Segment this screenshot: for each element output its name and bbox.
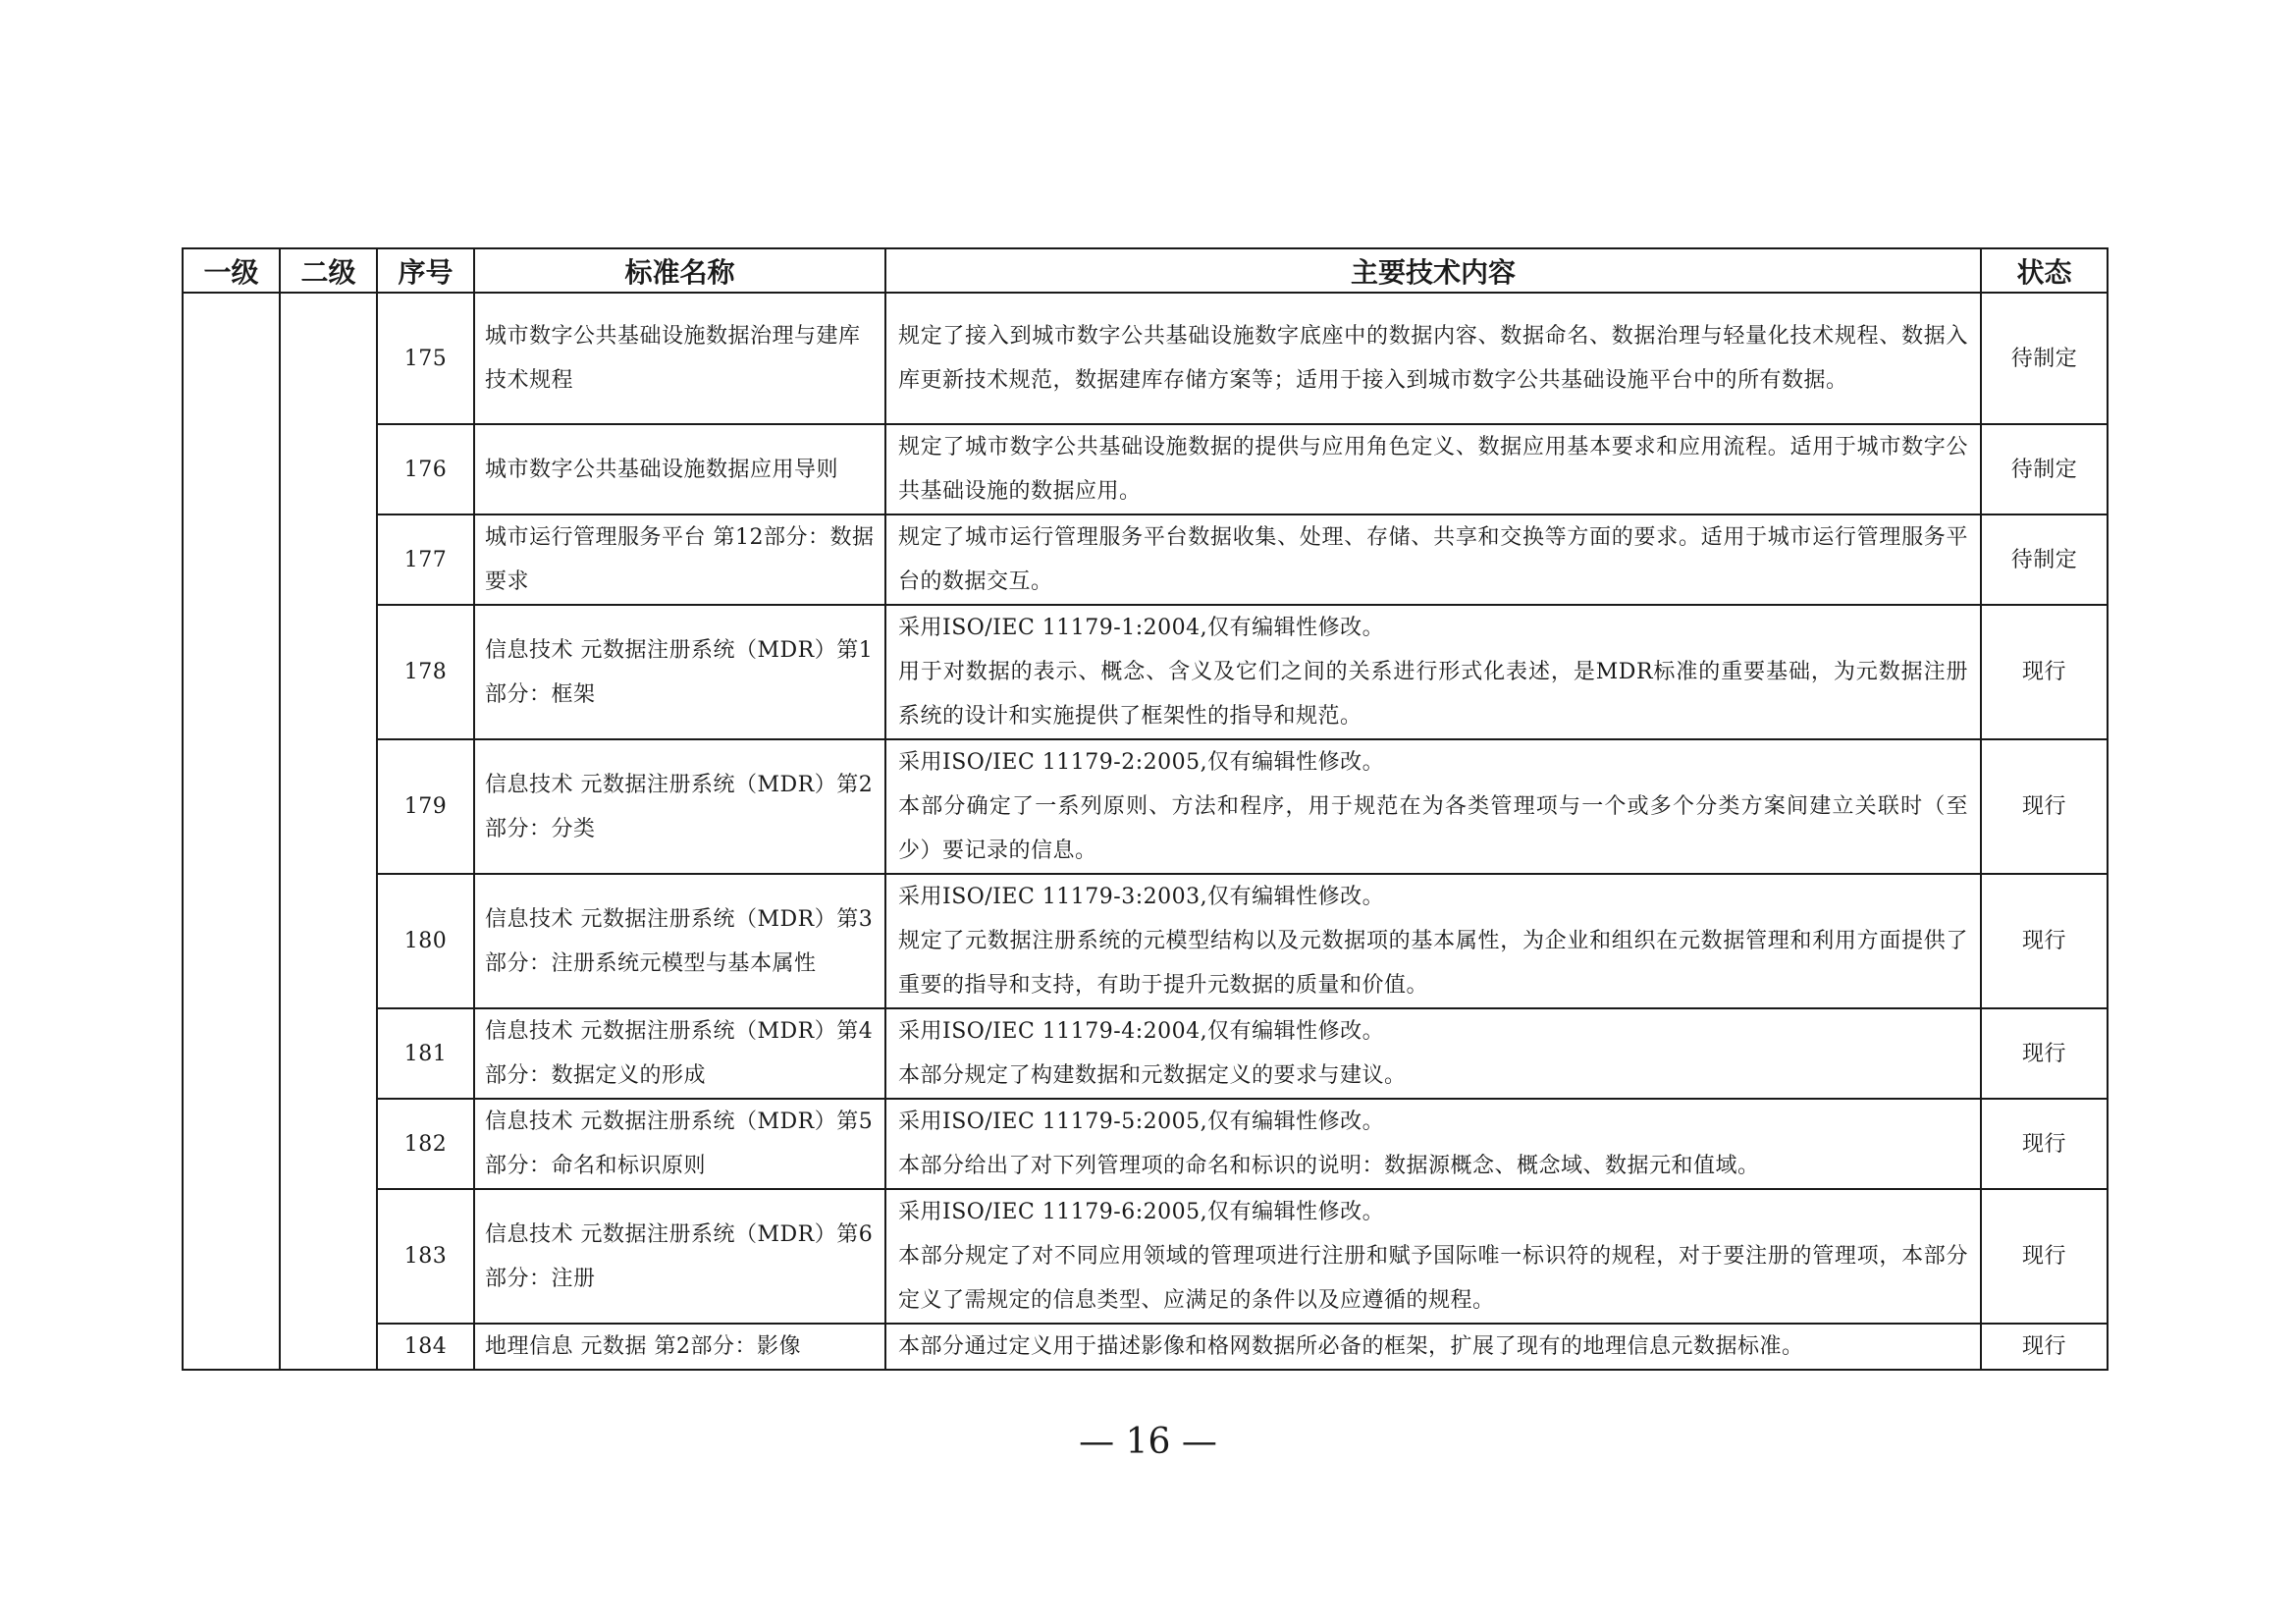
seq-cell: 184 (377, 1324, 474, 1370)
header-level2: 二级 (280, 248, 377, 293)
seq-cell: 177 (377, 514, 474, 605)
status-cell: 现行 (1981, 739, 2108, 874)
content-cell (885, 874, 1981, 1008)
header-seq: 序号 (377, 248, 474, 293)
content-cell (885, 514, 1981, 605)
content-cell (885, 293, 1981, 424)
content-line: 采用ISO/IEC 11179-1:2004,仅有编辑性修改。 (898, 616, 1385, 640)
content-line: 采用ISO/IEC 11179-6:2005,仅有编辑性修改。 (898, 1200, 1385, 1224)
level2-cell (280, 293, 377, 1370)
table-row (183, 739, 2108, 874)
name-cell: 地理信息 元数据 第2部分：影像 (474, 1324, 885, 1370)
content-line: 规定了接入到城市数字公共基础设施数字底座中的数据内容、数据命名、数据治理与轻量化技术规程、数据入库更新技术规范，数据建库存储方案等；适用于接入到城市数字公共基础设施平台中的所有数据。 (898, 324, 1968, 393)
content-line: 本部分规定了对不同应用领域的管理项进行注册和赋予国际唯一标识符的规程，对于要注册的管理项，本部分定义了需规定的信息类型、应满足的条件以及应遵循的规程。 (898, 1244, 1968, 1313)
status-cell: 待制定 (1981, 514, 2108, 605)
table-row (183, 1099, 2108, 1189)
content-line: 采用ISO/IEC 11179-3:2003,仅有编辑性修改。 (898, 885, 1385, 909)
name-cell: 信息技术 元数据注册系统（MDR）第4部分：数据定义的形成 (474, 1008, 885, 1099)
content-line: 规定了元数据注册系统的元模型结构以及元数据项的基本属性，为企业和组织在元数据管理和利用方面提供了重要的指导和支持，有助于提升元数据的质量和价值。 (898, 929, 1968, 998)
status-cell: 现行 (1981, 1189, 2108, 1324)
content-line: 用于对数据的表示、概念、含义及它们之间的关系进行形式化表述，是MDR标准的重要基础，为元数据注册系统的设计和实施提供了框架性的指导和规范。 (898, 660, 1968, 729)
table-row (183, 1008, 2108, 1099)
seq-cell: 175 (377, 293, 474, 424)
status-cell: 现行 (1981, 1324, 2108, 1370)
content-line: 规定了城市运行管理服务平台数据收集、处理、存储、共享和交换等方面的要求。适用于城市运行管理服务平台的数据交互。 (898, 525, 1968, 594)
table-row (183, 293, 2108, 424)
seq-cell: 179 (377, 739, 474, 874)
seq-cell: 181 (377, 1008, 474, 1099)
content-cell (885, 1008, 1981, 1099)
content-cell (885, 1324, 1981, 1370)
content-line: 规定了城市数字公共基础设施数据的提供与应用角色定义、数据应用基本要求和应用流程。适用于城市数字公共基础设施的数据应用。 (898, 435, 1968, 504)
seq-cell: 176 (377, 424, 474, 514)
content-line: 采用ISO/IEC 11179-2:2005,仅有编辑性修改。 (898, 750, 1385, 775)
name-cell: 信息技术 元数据注册系统（MDR）第2部分：分类 (474, 739, 885, 874)
content-line: 采用ISO/IEC 11179-4:2004,仅有编辑性修改。 (898, 1019, 1385, 1044)
content-line: 本部分确定了一系列原则、方法和程序，用于规范在为各类管理项与一个或多个分类方案间建立关联时（至少）要记录的信息。 (898, 794, 1968, 863)
page-number: — 16 — (1079, 1422, 1217, 1462)
status-cell: 现行 (1981, 874, 2108, 1008)
status-cell: 待制定 (1981, 424, 2108, 514)
content-line: 本部分规定了构建数据和元数据定义的要求与建议。 (898, 1063, 1407, 1088)
status-cell: 现行 (1981, 1008, 2108, 1099)
header-content: 主要技术内容 (885, 248, 1981, 293)
content-line: 本部分给出了对下列管理项的命名和标识的说明：数据源概念、概念域、数据元和值域。 (898, 1154, 1760, 1178)
content-cell (885, 739, 1981, 874)
table-row (183, 605, 2108, 739)
seq-cell: 182 (377, 1099, 474, 1189)
level1-cell (183, 293, 280, 1370)
name-cell: 信息技术 元数据注册系统（MDR）第5部分：命名和标识原则 (474, 1099, 885, 1189)
content-line: 采用ISO/IEC 11179-5:2005,仅有编辑性修改。 (898, 1110, 1385, 1134)
name-cell: 城市运行管理服务平台 第12部分：数据要求 (474, 514, 885, 605)
table-row (183, 1324, 2108, 1370)
standards-table (182, 247, 2109, 1371)
name-cell: 信息技术 元数据注册系统（MDR）第3部分：注册系统元模型与基本属性 (474, 874, 885, 1008)
header-name: 标准名称 (474, 248, 885, 293)
table-row (183, 424, 2108, 514)
seq-cell: 183 (377, 1189, 474, 1324)
content-cell (885, 605, 1981, 739)
status-cell: 现行 (1981, 605, 2108, 739)
seq-cell: 178 (377, 605, 474, 739)
seq-cell: 180 (377, 874, 474, 1008)
header-status: 状态 (1981, 248, 2108, 293)
name-cell: 城市数字公共基础设施数据应用导则 (474, 424, 885, 514)
table-header-row (183, 248, 2108, 293)
table-row (183, 874, 2108, 1008)
content-cell (885, 1189, 1981, 1324)
status-cell: 待制定 (1981, 293, 2108, 424)
name-cell: 信息技术 元数据注册系统（MDR）第6部分：注册 (474, 1189, 885, 1324)
content-line: 本部分通过定义用于描述影像和格网数据所必备的框架，扩展了现有的地理信息元数据标准。 (898, 1334, 1804, 1359)
name-cell: 城市数字公共基础设施数据治理与建库技术规程 (474, 293, 885, 424)
table-row (183, 514, 2108, 605)
content-cell (885, 424, 1981, 514)
header-level1: 一级 (183, 248, 280, 293)
name-cell: 信息技术 元数据注册系统（MDR）第1部分：框架 (474, 605, 885, 739)
table-row (183, 1189, 2108, 1324)
content-cell (885, 1099, 1981, 1189)
status-cell: 现行 (1981, 1099, 2108, 1189)
